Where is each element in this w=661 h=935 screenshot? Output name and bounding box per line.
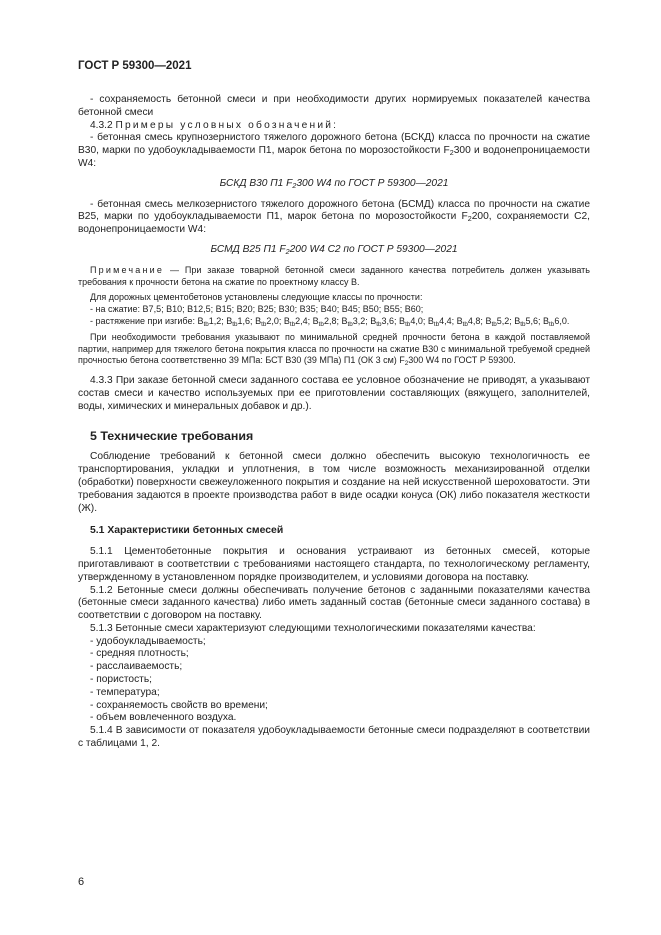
min-strength-note: При необходимости требования указывают по минимальной средней прочности бетона в каждой поставляемой партии, например для тяжелого бетона покрытия класса по прочности на сжатие В30 с минимальной требуемой средней прочностью бетона соответственно 39 МПа: БСТ В30 (39 МПа) П1 (ОК 3 см) $F_2300$ W4 по ГОСТ Р 59300.: [78, 331, 590, 368]
section-5-intro: Соблюдение требований к бетонной смеси должно обеспечить высокую технологичность ее транспортирования, укладки и уплотнения, в том числе возможность механизированной отделки (обработки) поверхности свежеуложенного покрытия и создание на ней искусственной шероховатости. Эти требования задаются в проекте производства работ в виде осадки конуса (ОК) либо показателя жесткости (Ж).: [78, 451, 590, 514]
list-item: - пористость;: [90, 674, 152, 686]
bending-class: $B_{tb}2,8$;: [312, 315, 342, 328]
sohranyaemost-line: - сохраняемость бетонной смеси и при необходимости других нормируемых показателей качества бетонной смеси: [78, 94, 590, 118]
section-5-title: 5 Технические требования: [90, 428, 254, 443]
paragraph-5-1-2: 5.1.2 Бетонные смеси должны обеспечивать получение бетонов с заданными показателями качества (бетонные смеси заданного качества) либо иметь заданный состав (бетонные смеси заданного состава) в соответствии с договором на поставку.: [78, 584, 590, 622]
example-2-text: - бетонная смесь мелкозернистого тяжелого дорожного бетона (БСМД) класса по прочности на сжатие В25, марки по удобоукладываемости П1, марок бетона по морозостойкости $F_2200$, сохраняемости С2, водонепроницаемости W4:: [78, 198, 590, 236]
examples-number: 4.3.2: [90, 119, 113, 131]
subsection-5-1-title: 5.1 Характеристики бетонных смесей: [90, 525, 284, 537]
example-1-text: - бетонная смесь крупнозернистого тяжелого дорожного бетона (БСКД) класса по прочности на сжатие В30, марки по удобоукладываемости П1, марок бетона по морозостойкости $F_2300$ и водонепроницаемости W4:: [78, 132, 590, 169]
note-label: Примечание: [90, 264, 165, 275]
list-item: - объем вовлеченного воздуха.: [90, 712, 237, 724]
bending-class: $B_{tb}3,2$;: [341, 315, 371, 328]
list-item: - сохраняемость свойств во времени;: [90, 699, 268, 711]
paragraph-5-1-4: 5.1.4 В зависимости от показателя удобоукладываемости бетонные смеси подразделяют в соответствии с таблицами 1, 2.: [78, 725, 590, 750]
list-item: - средняя плотность;: [90, 648, 189, 660]
bending-class: $B_{tb}6,0$.: [543, 315, 570, 328]
bending-class: $B_{tb}1,6$;: [226, 315, 256, 328]
bending-class: $B_{tb}2,0$;: [255, 315, 284, 328]
note-text: — При заказе товарной бетонной смеси заданного качества потребитель должен указывать требования к прочности бетона на сжатие по проектному классу В.: [78, 264, 590, 287]
bending-class: $B_{tb}4,8$;: [456, 315, 486, 328]
classes-intro: Для дорожных цементобетонов установлены следующие классы по прочности:: [90, 292, 423, 303]
bending-class: $B_{tb}2,4$;: [283, 315, 313, 328]
example-1-formula: БСКД В30 П1 $F_2300$ W4 по ГОСТ Р 59300—2021: [219, 177, 449, 190]
bending-class: $B_{tb}4,4$;: [427, 315, 457, 328]
list-item: - расслаиваемость;: [90, 661, 183, 673]
examples-colon: :: [333, 119, 336, 131]
bending-class: $B_{tb}4,0$;: [399, 315, 428, 328]
classes-compression: - на сжатие: В7,5; В10; В12,5; В15; В20; В25; В30; В35; В40; В45; В50; В55; В60;: [90, 304, 424, 315]
paragraph-5-1-3: 5.1.3 Бетонные смеси характеризуют следующими технологическими показателями качества:: [90, 622, 536, 634]
paragraph-5-1-1: 5.1.1 Цементобетонные покрытия и основания устраивают из бетонных смесей, которые приготавливают в соответствии с требованиями настоящего стандарта, по технологическому регламенту, утвержденному в установленном порядке производителем, и условиями договора на поставку.: [78, 546, 590, 583]
document-header: ГОСТ Р 59300—2021: [78, 60, 192, 72]
examples-heading: [78, 120, 590, 133]
classes-bending: - растяжение при изгибе: $B_{tb}1,2$; $B_{tb}1,6$; $B_{tb}2,0$; $B_{tb}2,4$; $B_{tb}2,8$; $B_{tb}3,2$; $B_{tb}3,6$; $B_{tb}4,0$; $B_{tb}4,4$; $B_{tb}4,8$; $B_{tb}5,2$; $B_{tb}5,6$; $B_{tb}6,0$.: [90, 315, 570, 328]
note: [78, 265, 590, 289]
bending-class: $B_{tb}1,2$;: [197, 315, 227, 328]
bending-classes-list: [197, 316, 569, 326]
paragraph-4-3-3: 4.3.3 При заказе бетонной смеси заданного состава ее условное обозначение не приводят, а указывают состав смеси и качество используемых при ее приготовлении составляющих (вяжущего, заполнителей, воды, химических и минеральных добавок и др.).: [78, 375, 590, 412]
bending-class: $B_{tb}5,2$;: [485, 315, 515, 328]
page-body: [78, 94, 590, 751]
example-2-formula: БСМД В25 П1 $F_2200$ W4 С2 по ГОСТ Р 59300—2021: [210, 243, 458, 256]
bending-class: $B_{tb}3,6$;: [370, 315, 400, 328]
list-item: - температура;: [90, 686, 160, 698]
page-number: 6: [78, 876, 85, 888]
examples-title: Примеры условных обозначений: [115, 119, 334, 131]
list-item: - удобоукладываемость;: [90, 635, 206, 647]
bending-class: $B_{tb}5,6$;: [514, 315, 544, 328]
